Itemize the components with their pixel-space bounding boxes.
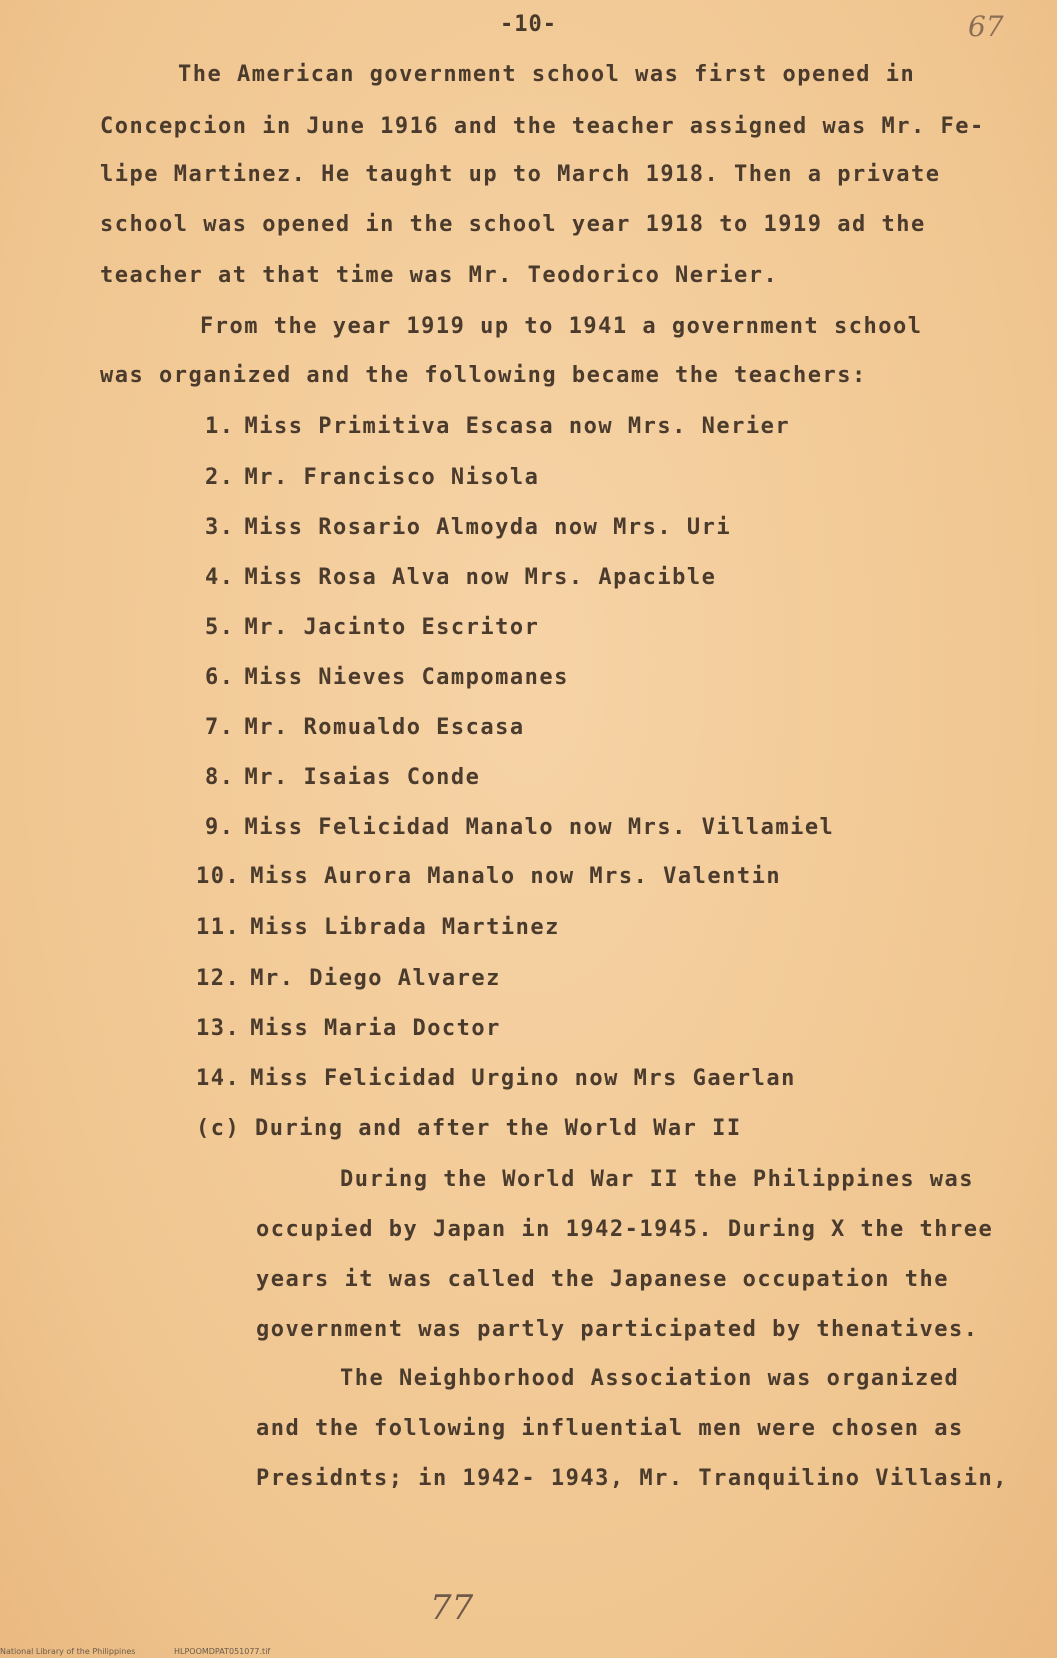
list-number: 5. bbox=[205, 615, 235, 640]
list-number: 14. bbox=[196, 1066, 241, 1091]
list-number: 12. bbox=[196, 966, 241, 991]
list-item bbox=[205, 665, 569, 690]
teacher-name: Mr. Romualdo Escasa bbox=[244, 715, 525, 740]
list-number: 10. bbox=[196, 864, 241, 889]
teacher-name: Mr. Jacinto Escritor bbox=[244, 615, 540, 640]
list-item bbox=[196, 1066, 796, 1091]
archive-number: 67 bbox=[968, 10, 1004, 43]
list-number: 2. bbox=[205, 465, 235, 490]
paragraph-line: The Neighborhood Association was organized bbox=[340, 1366, 960, 1391]
list-number: 7. bbox=[205, 715, 235, 740]
paragraph-line: lipe Martinez. He taught up to March 1918. Then a private bbox=[100, 162, 941, 187]
teacher-name: Miss Maria Doctor bbox=[250, 1016, 501, 1041]
list-item bbox=[196, 915, 560, 940]
list-number: 1. bbox=[205, 414, 235, 439]
paragraph-line: teacher at that time was Mr. Teodorico Nerier. bbox=[100, 263, 779, 288]
teacher-name: Miss Aurora Manalo now Mrs. Valentin bbox=[250, 864, 782, 889]
list-item bbox=[205, 414, 790, 439]
teacher-name: Mr. Francisco Nisola bbox=[244, 465, 540, 490]
paragraph-line: Presidnts; in 1942- 1943, Mr. Tranquilino Villasin, bbox=[256, 1466, 1009, 1491]
teacher-name: Mr. Isaias Conde bbox=[244, 765, 481, 790]
paragraph-line: Concepcion in June 1916 and the teacher assigned was Mr. Fe- bbox=[100, 114, 985, 139]
list-item bbox=[205, 465, 539, 490]
paragraph-line: was organized and the following became the teachers: bbox=[100, 363, 867, 388]
teacher-name: Miss Nieves Campomanes bbox=[244, 665, 569, 690]
list-item bbox=[196, 966, 501, 991]
footer-library: National Library of the Philippines bbox=[0, 1647, 136, 1656]
paragraph-line: The American government school was first opened in bbox=[178, 62, 916, 87]
page-number: -10- bbox=[500, 12, 557, 37]
list-item bbox=[205, 515, 731, 540]
handwritten-number: 77 bbox=[430, 1588, 474, 1628]
teacher-name: Miss Rosario Almoyda now Mrs. Uri bbox=[244, 515, 732, 540]
teacher-name: Miss Librada Martinez bbox=[250, 915, 560, 940]
teacher-name: Miss Felicidad Manalo now Mrs. Villamiel bbox=[244, 815, 835, 840]
paragraph-line: occupied by Japan in 1942-1945. During X the three bbox=[256, 1217, 994, 1242]
list-item bbox=[205, 815, 834, 840]
scan-footer bbox=[0, 1647, 306, 1656]
list-number: 6. bbox=[205, 665, 235, 690]
list-item bbox=[205, 565, 716, 590]
list-item bbox=[205, 615, 539, 640]
paragraph-line: During the World War II the Philippines was bbox=[340, 1167, 975, 1192]
footer-file: HLPOOMDPAT051077.tif bbox=[173, 1647, 271, 1656]
paragraph-line: government was partly participated by thenatives. bbox=[256, 1317, 979, 1342]
section-heading: (c) During and after the World War II bbox=[196, 1116, 742, 1141]
list-number: 11. bbox=[196, 915, 241, 940]
list-item bbox=[205, 765, 480, 790]
list-number: 13. bbox=[196, 1016, 241, 1041]
list-number: 8. bbox=[205, 765, 235, 790]
list-number: 4. bbox=[205, 565, 235, 590]
list-number: 9. bbox=[205, 815, 235, 840]
paragraph-line: From the year 1919 up to 1941 a government school bbox=[200, 314, 923, 339]
list-item bbox=[196, 864, 781, 889]
paragraph-line: years it was called the Japanese occupation the bbox=[256, 1267, 950, 1292]
teacher-name: Miss Felicidad Urgino now Mrs Gaerlan bbox=[250, 1066, 796, 1091]
list-item bbox=[196, 1016, 501, 1041]
teacher-name: Mr. Diego Alvarez bbox=[250, 966, 501, 991]
teacher-name: Miss Primitiva Escasa now Mrs. Nerier bbox=[244, 414, 791, 439]
list-number: 3. bbox=[205, 515, 235, 540]
list-item bbox=[205, 715, 525, 740]
paragraph-line: and the following influential men were chosen as bbox=[256, 1416, 964, 1441]
paragraph-line: school was opened in the school year 1918 to 1919 ad the bbox=[100, 212, 926, 237]
teacher-name: Miss Rosa Alva now Mrs. Apacible bbox=[244, 565, 717, 590]
